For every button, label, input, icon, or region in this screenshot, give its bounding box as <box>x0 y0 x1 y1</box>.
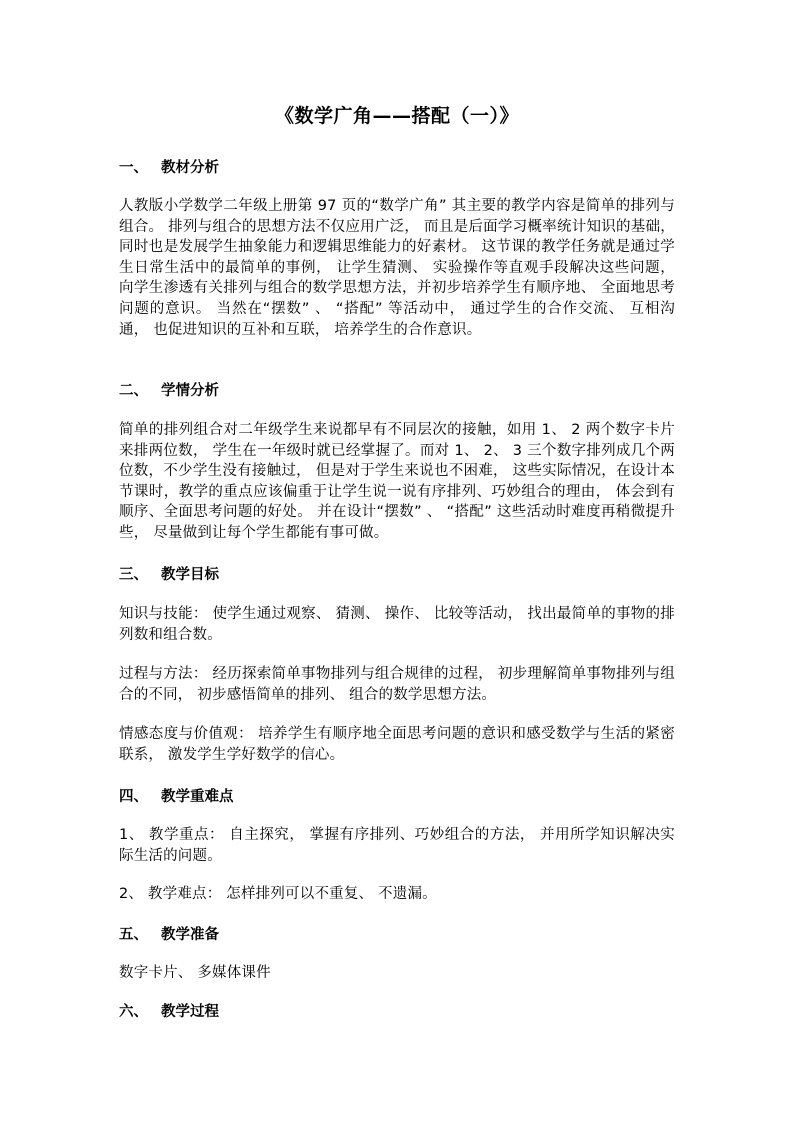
section-number: 六、 <box>119 1004 148 1020</box>
paragraph-goal-attitudes-values: 情感态度与价值观： 培养学生有顺序地全面思考问题的意识和感受数学与生活的紧密联系， 激发学生学好数学的信心。 <box>119 726 675 763</box>
paragraph-key-points: 1、 教学重点： 自主探究， 掌握有序排列、巧妙组合的方法， 并用所学知识解决实际生活的问题。 <box>119 827 675 864</box>
paragraph-teaching-preparation: 数字卡片、 多媒体课件 <box>119 965 271 981</box>
document-title: 《数学广角——搭配（一）》 <box>274 105 519 127</box>
section-heading-teaching-preparation <box>119 925 219 945</box>
section-heading-key-difficult-points <box>119 787 234 807</box>
section-heading-materials-analysis <box>119 158 219 178</box>
section-number: 五、 <box>119 927 148 943</box>
paragraph-student-analysis: 简单的排列组合对二年级学生来说都早有不同层次的接触，如用 1、 2 两个数字卡片来排两位数， 学生在一年级时就已经掌握了。而对 1、 2、 3 三个数字排列成几个两位数，不少学生没有接触过， 但是对于学生来说也不困难， 这些实际情况，在设计本节课时，教学的重点应该偏重于让学生说一说有序排列、巧妙组合的理由， 体会到有顺序、全面思考问题的好处。 并在设计“摆数” 、 “搭配” 这些活动时难度再稍微提升些， 尽量做到让每个学生都能有事可做。 <box>119 422 675 541</box>
section-heading-student-analysis <box>119 381 219 401</box>
section-title: 教学过程 <box>161 1004 219 1020</box>
section-heading-teaching-goals <box>119 565 219 585</box>
paragraph-materials-analysis: 人教版小学数学二年级上册第 97 页的“数学广角” 其主要的教学内容是简单的排列与组合。 排列与组合的思想方法不仅应用广泛， 而且是后面学习概率统计知识的基础，同时也是发展学生抽象能力和逻辑思维能力的好素材。 这节课的教学任务就是通过学生日常生活中的最简单的事例， 让学生猜测、 实验操作等直观手段解决这些问题， 向学生渗透有关排列与组合的数学思想方法，并初步培养学生有顺序地、 全面地思考问题的意识。 当然在“摆数” 、 “搭配” 等活动中， 通过学生的合作交流、 互相沟通， 也促进知识的互补和互联， 培养学生的合作意识。 <box>119 198 675 338</box>
section-number: 三、 <box>119 567 148 583</box>
section-title: 教学准备 <box>161 927 219 943</box>
section-title: 教学重难点 <box>161 789 234 805</box>
paragraph-goal-process-methods: 过程与方法： 经历探索简单事物排列与组合规律的过程， 初步理解简单事物排列与组合的不同， 初步感悟简单的排列、 组合的数学思想方法。 <box>119 666 675 703</box>
section-title: 教学目标 <box>161 567 219 583</box>
section-title: 教材分析 <box>161 160 219 176</box>
section-title: 学情分析 <box>161 383 219 399</box>
paragraph-goal-knowledge-skills: 知识与技能： 使学生通过观察、 猜测、 操作、 比较等活动， 找出最简单的事物的排列数和组合数。 <box>119 606 675 643</box>
section-heading-teaching-process <box>119 1002 219 1022</box>
paragraph-difficult-points: 2、 教学难点： 怎样排列可以不重复、 不遗漏。 <box>119 886 437 902</box>
section-number: 一、 <box>119 160 148 176</box>
section-number: 二、 <box>119 383 148 399</box>
section-number: 四、 <box>119 789 148 805</box>
